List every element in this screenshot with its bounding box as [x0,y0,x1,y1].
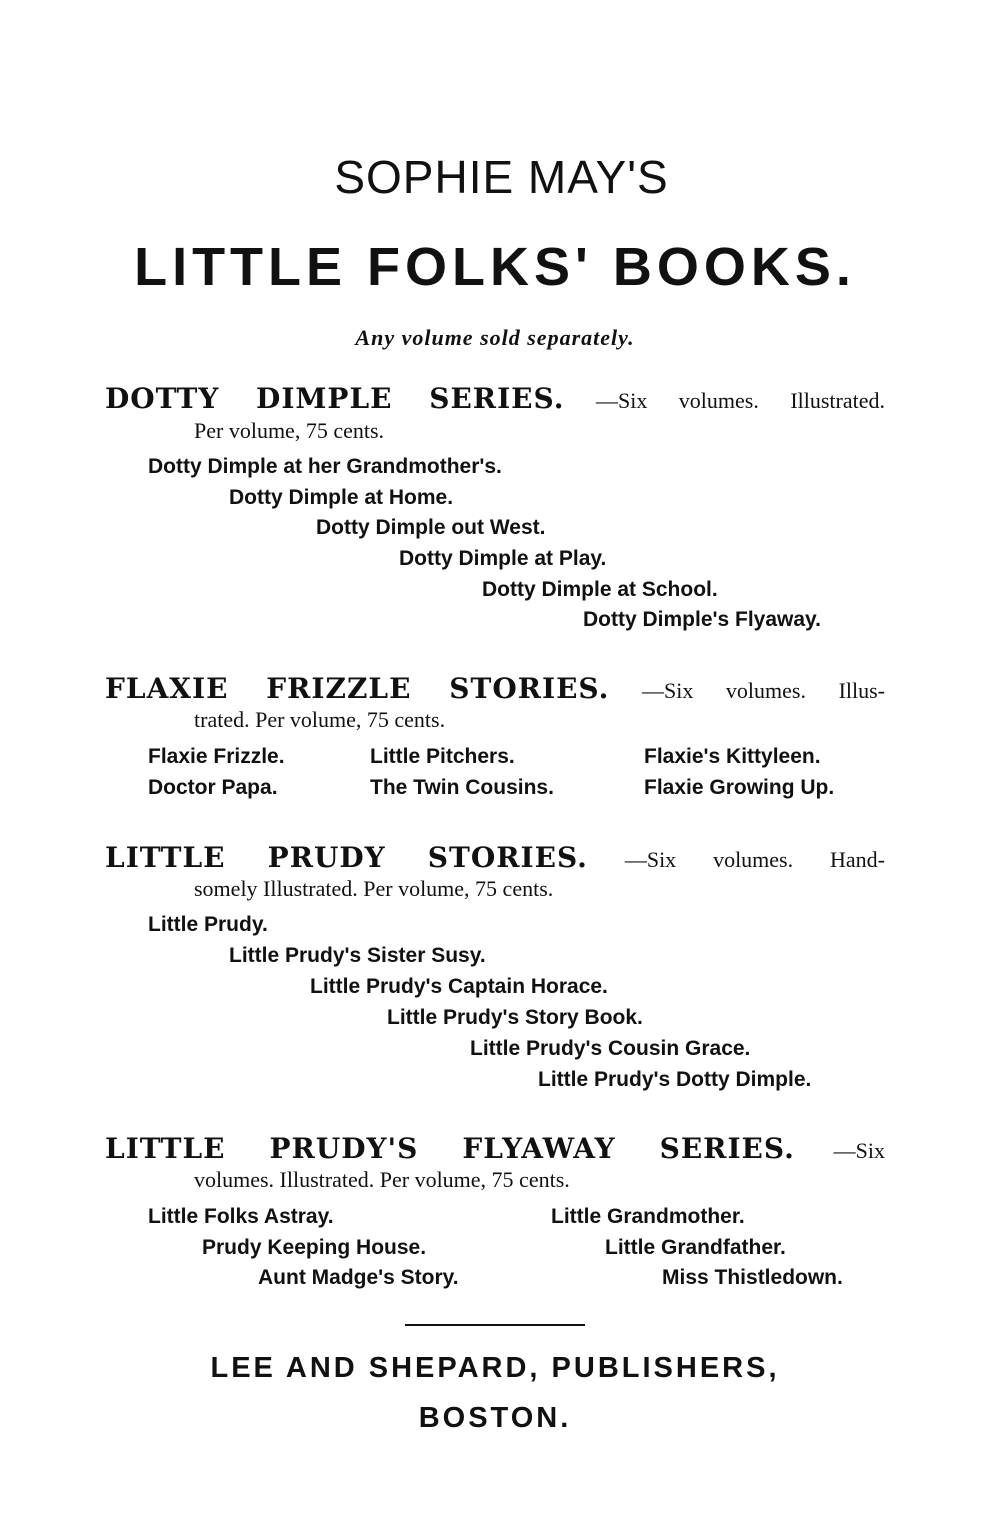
book-title: Prudy Keeping House. [202,1236,427,1259]
series-description-cont: trated. Per volume, 75 cents. [194,707,446,732]
series-heading-little-prudy [105,843,885,875]
book-title: Little Prudy. [148,913,268,936]
book-title: Dotty Dimple out West. [316,516,546,539]
book-title: Flaxie's Kittyleen. [644,745,821,768]
book-title: Miss Thistledown. [662,1266,843,1289]
series-name: FLAXIE FRIZZLE STORIES. [105,672,610,705]
divider-rule [405,1324,585,1326]
book-title: Little Grandfather. [605,1236,786,1259]
series-heading-prudy-flyaway [105,1134,885,1166]
book-title: Dotty Dimple at her Grandmother's. [148,455,502,478]
series-heading-flaxie-frizzle [105,674,885,706]
series-description: —Six volumes. Illustrated. [595,388,886,413]
publisher-city: BOSTON. [418,1402,572,1434]
book-title: Little Prudy's Dotty Dimple. [538,1068,812,1091]
book-title: Little Prudy's Story Book. [387,1006,643,1029]
book-title: Little Prudy's Captain Horace. [310,975,608,998]
series-name: LITTLE PRUDY STORIES. [105,841,588,874]
book-title: Aunt Madge's Story. [258,1266,459,1289]
book-title: Little Pitchers. [370,745,515,768]
book-title: Dotty Dimple at Play. [399,547,607,570]
series-description: —Six volumes. Hand- [624,847,885,872]
book-title: The Twin Cousins. [370,776,554,799]
series-description-cont: Per volume, 75 cents. [194,418,385,443]
book-title: Dotty Dimple at School. [482,578,718,601]
author-heading: SOPHIE MAY'S [334,151,669,203]
book-title: Flaxie Growing Up. [644,776,835,799]
tagline: Any volume sold separately. [355,325,635,350]
series-heading-dotty-dimple [105,384,885,416]
page-title: LITTLE FOLKS' BOOKS. [134,237,856,297]
book-title: Dotty Dimple at Home. [229,486,454,509]
publisher-line: LEE AND SHEPARD, PUBLISHERS, [210,1352,780,1384]
book-title: Little Grandmother. [551,1205,745,1228]
book-title: Dotty Dimple's Flyaway. [583,608,822,631]
series-name: DOTTY DIMPLE SERIES. [105,382,565,415]
series-description-cont: somely Illustrated. Per volume, 75 cents. [194,876,554,901]
series-description: —Six volumes. Illus- [642,678,886,703]
series-name: LITTLE PRUDY'S FLYAWAY SERIES. [105,1132,795,1165]
series-description-cont: volumes. Illustrated. Per volume, 75 cents. [194,1167,570,1192]
book-title: Doctor Papa. [148,776,278,799]
book-title: Flaxie Frizzle. [148,745,285,768]
book-title: Little Folks Astray. [148,1205,334,1228]
book-title: Little Prudy's Sister Susy. [229,944,486,967]
series-description: —Six [833,1138,886,1163]
book-title: Little Prudy's Cousin Grace. [470,1037,751,1060]
